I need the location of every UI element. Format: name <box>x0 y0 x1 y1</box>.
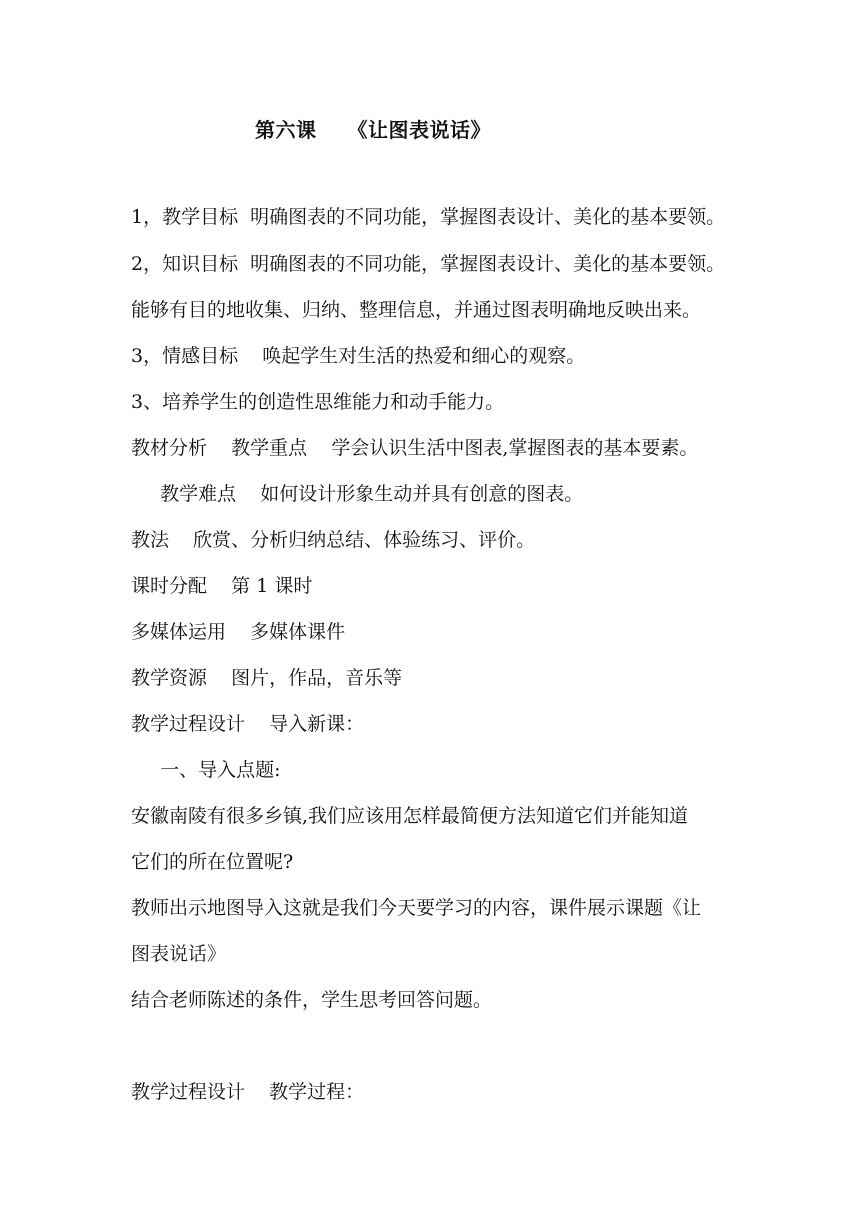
teaching-method-line: 教法 欣赏、分析归纳总结、体验练习、评价。 <box>131 529 536 551</box>
teacher-show-line-2: 图表说话》 <box>131 943 227 965</box>
knowledge-goal-line: 2，知识目标 明确图表的不同功能，掌握图表设计、美化的基本要领。 <box>131 253 726 275</box>
emotion-goal-line: 3，情感目标 唤起学生对生活的热爱和细心的观察。 <box>131 345 586 367</box>
multimedia-line: 多媒体运用 多媒体课件 <box>131 621 346 643</box>
question-line-2: 它们的所在位置呢? <box>131 851 294 873</box>
teacher-show-line-1: 教师出示地图导入这就是我们今天要学习的内容，课件展示课题《让 <box>131 897 702 919</box>
question-line-1: 安徽南陵有很多乡镇,我们应该用怎样最简便方法知道它们并能知道 <box>131 805 689 827</box>
ability-goal-line: 3、培养学生的创造性思维能力和动手能力。 <box>131 391 505 413</box>
process-design-line: 教学过程设计 教学过程： <box>131 1081 365 1103</box>
knowledge-goal-continuation-line: 能够有目的地收集、归纳、整理信息，并通过图表明确地反映出来。 <box>131 299 702 321</box>
process-design-intro-line: 教学过程设计 导入新课： <box>131 713 365 735</box>
teaching-resources-line: 教学资源 图片，作品，音乐等 <box>131 667 403 689</box>
teaching-difficulty-line: 教学难点 如何设计形象生动并具有创意的图表。 <box>148 483 584 505</box>
intro-topic-line: 一、导入点题: <box>148 759 281 781</box>
teaching-goal-line: 1，教学目标 明确图表的不同功能，掌握图表设计、美化的基本要领。 <box>131 206 726 228</box>
student-answer-line: 结合老师陈述的条件，学生思考回答问题。 <box>131 989 493 1011</box>
class-hours-line: 课时分配 第 1 课时 <box>131 575 313 597</box>
lesson-title: 第六课 《让图表说话》 <box>255 118 491 142</box>
material-analysis-line: 教材分析 教学重点 学会认识生活中图表,掌握图表的基本要素。 <box>131 437 699 459</box>
